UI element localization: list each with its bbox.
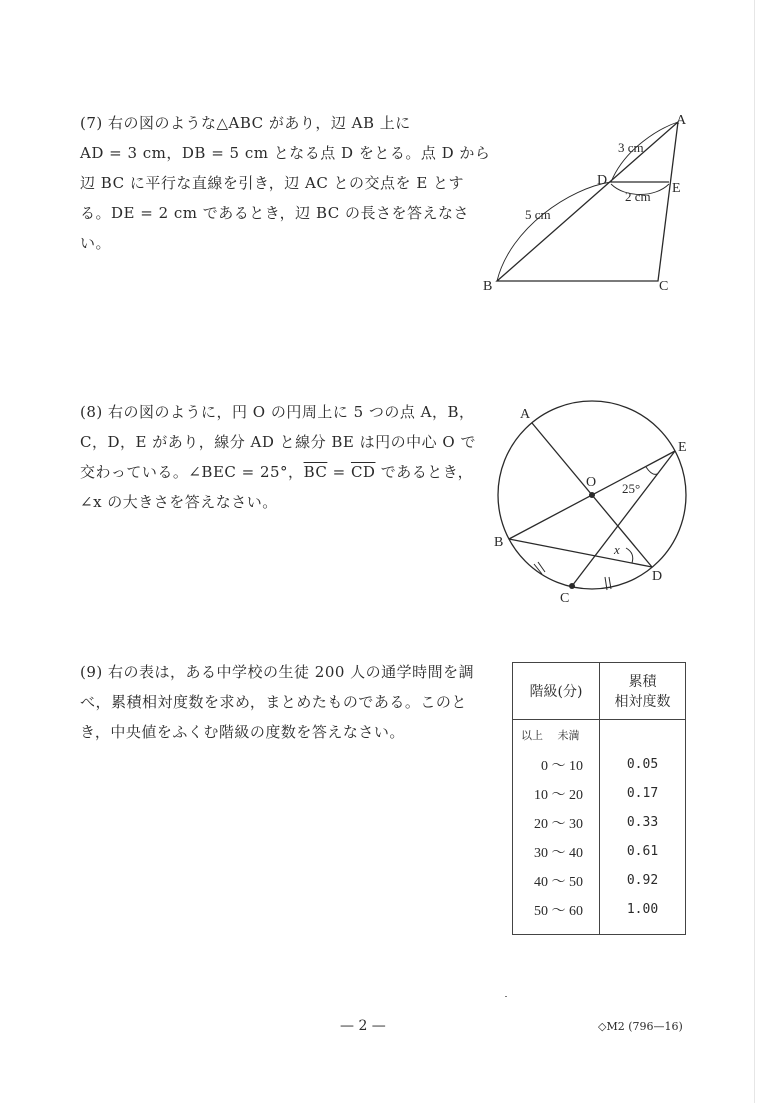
value-cell: 0.33 <box>600 808 686 837</box>
point-label-c: C <box>560 591 570 606</box>
question-text-segment: であるとき， <box>375 463 474 481</box>
point-label-b: B <box>483 279 493 294</box>
question-text-line: 右の図のように，円 O の円周上に 5 つの点 A，B， <box>108 403 475 421</box>
question-text-segment: 交わっている。∠BEC = 25°， <box>80 463 304 481</box>
angle-label-25: 25° <box>622 481 641 496</box>
question-text-line: る。DE = 2 cm であるとき，辺 BC の長さを答えなさ <box>80 204 470 222</box>
question-text-line: AD = 3 cm，DB = 5 cm となる点 D をとる。点 D から <box>80 144 491 162</box>
question-text-line: 右の図のような△ABC があり，辺 AB 上に <box>108 114 411 132</box>
header-class: 階級(分) <box>513 663 600 720</box>
question-number: (9) <box>80 663 103 681</box>
point-label-e: E <box>678 440 687 455</box>
stray-mark <box>505 996 507 997</box>
equals-sign: = <box>327 463 351 481</box>
class-cell: 10 ～ 20 <box>513 779 600 808</box>
point-label-b: B <box>494 535 504 550</box>
header-cumulative-line1: 累積 <box>628 674 657 690</box>
length-label-de: 2 cm <box>625 189 651 204</box>
question-8 <box>80 397 476 517</box>
angle-arc-x <box>626 548 633 563</box>
question-text-line: べ，累積相対度数を求め，まとめたものである。このと <box>80 693 467 711</box>
triangle-figure <box>470 108 700 298</box>
point-label-a: A <box>676 113 687 128</box>
point-label-c: C <box>659 279 669 294</box>
length-label-db: 5 cm <box>525 207 551 222</box>
value-cell: 0.61 <box>600 837 686 866</box>
segment-bd <box>509 539 652 567</box>
page-edge-line <box>754 0 755 1103</box>
question-text-line: ∠x の大きさを答えなさい。 <box>80 493 278 511</box>
length-label-ad: 3 cm <box>618 140 644 155</box>
point-label-e: E <box>672 181 681 196</box>
question-text-line: C，D，E があり，線分 AD と線分 BE は円の中心 O で <box>80 433 476 451</box>
unit-note: 以上 未満 <box>513 720 600 751</box>
angle-label-x: x <box>614 542 620 557</box>
header-cumulative-line2: 相対度数 <box>614 694 671 710</box>
circle-figure <box>480 398 700 608</box>
table-row <box>513 866 686 895</box>
value-cell: 1.00 <box>600 895 686 935</box>
table-row <box>513 750 686 779</box>
triangle-abc <box>497 122 678 281</box>
class-cell: 20 ～ 30 <box>513 808 600 837</box>
segment-ec <box>572 451 675 586</box>
arc-cd-notation: $\overline{CD}$ <box>350 463 376 481</box>
class-cell: 40 ～ 50 <box>513 866 600 895</box>
question-number: (8) <box>80 403 103 421</box>
value-cell: 0.17 <box>600 779 686 808</box>
table-row <box>513 895 686 935</box>
question-text-line: 右の表は，ある中学校の生徒 200 人の通学時間を調 <box>108 663 475 681</box>
class-cell: 50 ～ 60 <box>513 895 600 935</box>
page-number: — 2 — <box>340 1018 386 1034</box>
value-cell: 0.92 <box>600 866 686 895</box>
point-c-dot <box>569 583 575 589</box>
arc-bc-notation: $\overline{BC}$ <box>303 463 328 481</box>
question-text-line: 辺 BC に平行な直線を引き，辺 AC との交点を E とす <box>80 174 465 192</box>
point-label-a: A <box>520 407 531 422</box>
question-number: (7) <box>80 114 103 132</box>
exam-code: ◇M2 (796—16) <box>598 1020 683 1033</box>
header-cumulative <box>600 663 686 720</box>
point-label-d: D <box>652 569 663 584</box>
question-text-line <box>80 457 474 487</box>
table-row <box>513 808 686 837</box>
question-7 <box>80 108 491 258</box>
table-row <box>513 779 686 808</box>
angle-arc-e <box>646 467 657 474</box>
table-row <box>513 837 686 866</box>
empty-cell <box>600 720 686 751</box>
class-cell: 0 ～ 10 <box>513 750 600 779</box>
point-label-o: O <box>586 475 597 490</box>
point-label-d: D <box>597 173 608 188</box>
question-9 <box>80 657 480 747</box>
class-cell: 30 ～ 40 <box>513 837 600 866</box>
question-text-line: い。 <box>80 234 112 252</box>
cumulative-frequency-table <box>512 662 686 935</box>
question-text-line: き，中央値をふくむ階級の度数を答えなさい。 <box>80 723 405 741</box>
center-point-o <box>589 492 595 498</box>
value-cell: 0.05 <box>600 750 686 779</box>
